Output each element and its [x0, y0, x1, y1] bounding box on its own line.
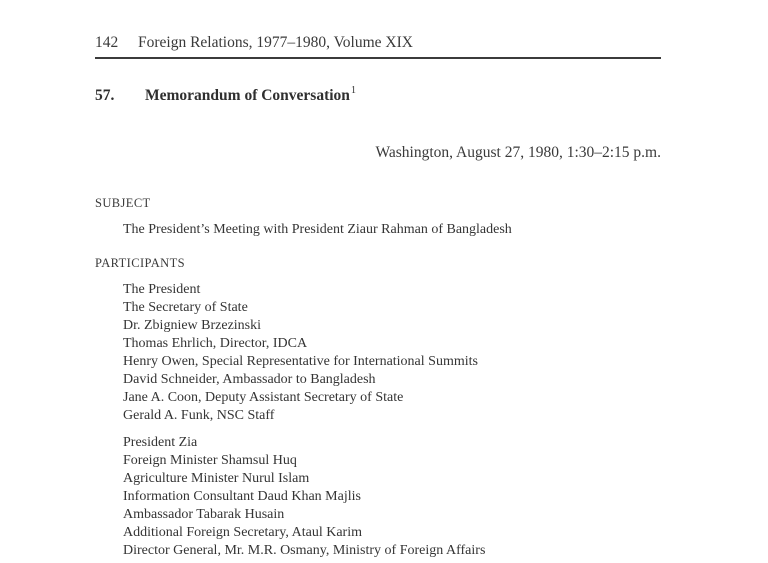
- participant-line: Dr. Zbigniew Brzezinski: [123, 318, 262, 333]
- participant-line: Gerald A. Funk, NSC Staff: [123, 408, 275, 423]
- page-number: 142: [95, 34, 119, 51]
- header-rule: [95, 57, 661, 59]
- page-content: [95, 0, 661, 560]
- participant-line: Jane A. Coon, Deputy Assistant Secretary of State: [123, 390, 404, 405]
- participant-line: The Secretary of State: [123, 300, 248, 315]
- participant-line: The President: [123, 282, 201, 297]
- dateline: Washington, August 27, 1980, 1:30–2:15 p.m.: [375, 144, 661, 161]
- volume-title: Foreign Relations, 1977–1980, Volume XIX: [138, 34, 413, 51]
- participant-line: Ambassador Tabarak Husain: [123, 507, 285, 522]
- participant-line: Foreign Minister Shamsul Huq: [123, 453, 297, 468]
- participant-line: Additional Foreign Secretary, Ataul Karim: [123, 525, 362, 540]
- participant-line: Agriculture Minister Nurul Islam: [123, 471, 310, 486]
- participant-line: Henry Owen, Special Representative for International Summits: [123, 354, 478, 369]
- subject-text: The President’s Meeting with President Ziaur Rahman of Bangladesh: [123, 222, 512, 237]
- participants-us-group: [123, 281, 661, 425]
- document-heading: [95, 86, 661, 106]
- document-number: 57.: [95, 87, 115, 104]
- subject-label: SUBJECT: [95, 196, 151, 210]
- participant-line: Thomas Ehrlich, Director, IDCA: [123, 336, 308, 351]
- document-title: Memorandum of Conversation$^1$: [145, 84, 356, 104]
- participant-line: David Schneider, Ambassador to Bangladesh: [123, 372, 376, 387]
- footnote-marker: 1: [350, 84, 356, 96]
- participant-line: Director General, Mr. M.R. Osmany, Ministry of Foreign Affairs: [123, 543, 486, 558]
- participant-line: President Zia: [123, 435, 198, 450]
- participant-line: Information Consultant Daud Khan Majlis: [123, 489, 361, 504]
- running-header: [95, 0, 661, 52]
- participants-bangladesh-group: [123, 434, 661, 560]
- participants-label: PARTICIPANTS: [95, 256, 185, 270]
